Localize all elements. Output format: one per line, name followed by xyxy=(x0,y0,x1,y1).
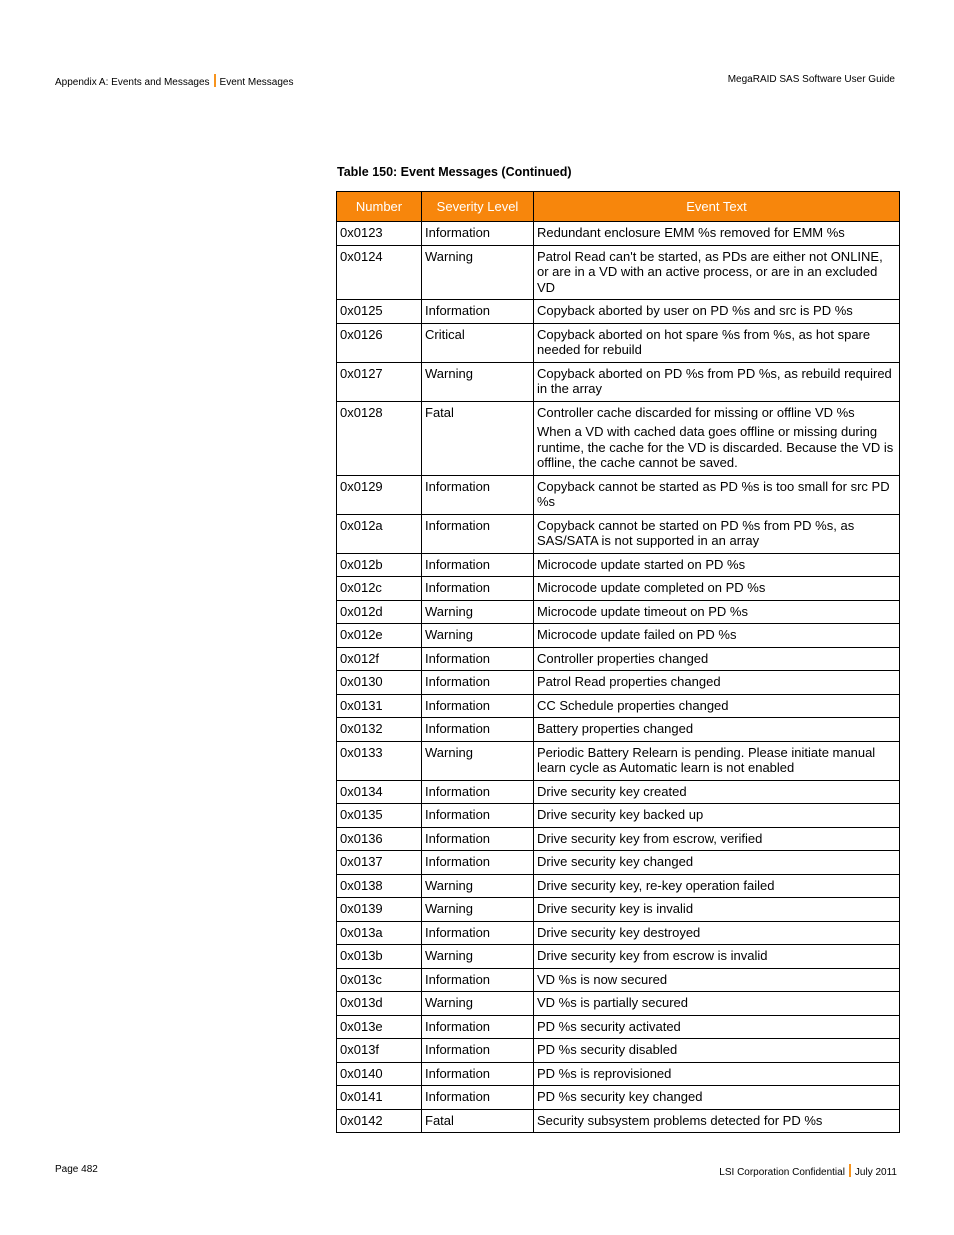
table-row xyxy=(337,1015,900,1039)
event-text xyxy=(534,514,900,553)
severity-level: Information xyxy=(422,694,534,718)
header-subsection: Event Messages xyxy=(219,77,294,88)
table-row xyxy=(337,874,900,898)
severity-level: Information xyxy=(422,514,534,553)
event-text-paragraph: PD %s security activated xyxy=(537,1018,681,1034)
event-number: 0x0132 xyxy=(337,718,422,742)
event-text-paragraph: Controller cache discarded for missing or offline VD %s xyxy=(537,404,855,420)
event-text-paragraph: Drive security key from escrow is invalid xyxy=(537,948,768,963)
severity-level: Warning xyxy=(422,945,534,969)
event-text-paragraph: Drive security key changed xyxy=(537,854,694,869)
header-separator xyxy=(214,74,216,87)
event-text-paragraph: Copyback cannot be started on PD %s from PD %s, as SAS/SATA is not supported in an array xyxy=(537,517,855,548)
running-footer-right xyxy=(719,1164,897,1179)
column-header-severity: Severity Level xyxy=(422,192,534,222)
event-text-paragraph: Drive security key, re-key operation failed xyxy=(537,877,775,893)
severity-level: Information xyxy=(422,222,534,246)
event-text-paragraph: When a VD with cached data goes offline or missing during runtime, the cache for the VD is discarded. Because the VD is offline, the cache cannot be saved. xyxy=(537,424,894,470)
table-row xyxy=(337,577,900,601)
table-row xyxy=(337,222,900,246)
severity-level: Information xyxy=(422,1086,534,1110)
event-text-paragraph: Copyback aborted on hot spare %s from %s, as hot spare needed for rebuild xyxy=(537,326,871,357)
event-text-paragraph: Patrol Read properties changed xyxy=(537,674,721,689)
event-text xyxy=(534,945,900,969)
event-text-paragraph: Drive security key destroyed xyxy=(537,924,701,940)
event-text-paragraph: PD %s is reprovisioned xyxy=(537,1065,672,1081)
event-number: 0x0126 xyxy=(337,323,422,362)
table-row xyxy=(337,1109,900,1133)
event-text xyxy=(534,475,900,514)
event-text xyxy=(534,874,900,898)
event-text xyxy=(534,401,900,475)
event-text xyxy=(534,992,900,1016)
table-row xyxy=(337,323,900,362)
event-number: 0x012c xyxy=(337,577,422,601)
event-text-paragraph: Drive security key is invalid xyxy=(537,901,694,916)
event-text xyxy=(534,647,900,671)
event-text xyxy=(534,694,900,718)
event-text xyxy=(534,1062,900,1086)
event-text-paragraph: Microcode update started on PD %s xyxy=(537,556,746,572)
header-section: Appendix A: Events and Messages xyxy=(55,77,210,88)
event-text xyxy=(534,1109,900,1133)
table-row xyxy=(337,362,900,401)
table-row xyxy=(337,475,900,514)
running-header-left xyxy=(55,74,293,89)
event-text-paragraph: PD %s security disabled xyxy=(537,1042,678,1057)
event-text-paragraph: Copyback aborted by user on PD %s and src is PD %s xyxy=(537,303,853,318)
table-caption: Table 150: Event Messages (Continued) xyxy=(337,165,572,179)
table-row xyxy=(337,851,900,875)
table-row xyxy=(337,992,900,1016)
table-row xyxy=(337,401,900,475)
event-text xyxy=(534,898,900,922)
severity-level: Information xyxy=(422,1062,534,1086)
event-text xyxy=(534,222,900,246)
table-body xyxy=(337,222,900,1133)
table-row xyxy=(337,514,900,553)
event-number: 0x0142 xyxy=(337,1109,422,1133)
footer-separator xyxy=(849,1164,851,1177)
event-text xyxy=(534,804,900,828)
severity-level: Information xyxy=(422,921,534,945)
column-header-number: Number xyxy=(337,192,422,222)
event-number: 0x0136 xyxy=(337,827,422,851)
severity-level: Warning xyxy=(422,992,534,1016)
event-number: 0x013e xyxy=(337,1015,422,1039)
event-text xyxy=(534,577,900,601)
event-text-paragraph: VD %s is partially secured xyxy=(537,995,688,1010)
event-number: 0x0127 xyxy=(337,362,422,401)
event-text xyxy=(534,718,900,742)
table-row xyxy=(337,553,900,577)
severity-level: Warning xyxy=(422,874,534,898)
table-row xyxy=(337,624,900,648)
footer-date: July 2011 xyxy=(854,1167,897,1178)
event-text-paragraph: Drive security key backed up xyxy=(537,807,704,822)
table-row xyxy=(337,671,900,695)
severity-level: Information xyxy=(422,671,534,695)
severity-level: Warning xyxy=(422,245,534,300)
event-number: 0x012a xyxy=(337,514,422,553)
event-text xyxy=(534,600,900,624)
event-text xyxy=(534,671,900,695)
event-text-paragraph: Periodic Battery Relearn is pending. Please initiate manual learn cycle as Automatic learn is not enabled xyxy=(537,744,876,775)
severity-level: Warning xyxy=(422,898,534,922)
event-text-paragraph: CC Schedule properties changed xyxy=(537,697,729,713)
table-row xyxy=(337,921,900,945)
table-row xyxy=(337,968,900,992)
table-row xyxy=(337,600,900,624)
event-number: 0x013f xyxy=(337,1039,422,1063)
event-number: 0x0123 xyxy=(337,222,422,246)
event-text xyxy=(534,1086,900,1110)
footer-confidential: LSI Corporation Confidential xyxy=(719,1167,845,1178)
table-row xyxy=(337,694,900,718)
severity-level: Critical xyxy=(422,323,534,362)
severity-level: Warning xyxy=(422,624,534,648)
event-number: 0x0130 xyxy=(337,671,422,695)
event-number: 0x0134 xyxy=(337,780,422,804)
event-text xyxy=(534,780,900,804)
severity-level: Information xyxy=(422,577,534,601)
table-row xyxy=(337,1039,900,1063)
event-number: 0x0133 xyxy=(337,741,422,780)
event-number: 0x0128 xyxy=(337,401,422,475)
event-text xyxy=(534,300,900,324)
event-number: 0x0131 xyxy=(337,694,422,718)
table-row xyxy=(337,945,900,969)
event-number: 0x0125 xyxy=(337,300,422,324)
event-text xyxy=(534,624,900,648)
event-text xyxy=(534,851,900,875)
severity-level: Fatal xyxy=(422,1109,534,1133)
event-messages-table xyxy=(336,191,900,1133)
severity-level: Information xyxy=(422,553,534,577)
event-text xyxy=(534,827,900,851)
severity-level: Information xyxy=(422,851,534,875)
severity-level: Fatal xyxy=(422,401,534,475)
event-text-paragraph: Battery properties changed xyxy=(537,721,694,736)
severity-level: Information xyxy=(422,1015,534,1039)
column-header-event-text: Event Text xyxy=(534,192,900,222)
event-text-paragraph: Microcode update timeout on PD %s xyxy=(537,603,748,619)
event-text xyxy=(534,921,900,945)
table-row xyxy=(337,647,900,671)
event-text-paragraph: Copyback cannot be started as PD %s is too small for src PD %s xyxy=(537,478,890,509)
severity-level: Warning xyxy=(422,741,534,780)
event-text-paragraph: Security subsystem problems detected for PD %s xyxy=(537,1112,823,1128)
event-text-paragraph: Microcode update completed on PD %s xyxy=(537,580,766,595)
event-text-paragraph: VD %s is now secured xyxy=(537,971,668,987)
event-number: 0x0140 xyxy=(337,1062,422,1086)
event-number: 0x012d xyxy=(337,600,422,624)
table-row xyxy=(337,827,900,851)
severity-level: Information xyxy=(422,1039,534,1063)
event-text-paragraph: Microcode update failed on PD %s xyxy=(537,627,737,642)
event-text xyxy=(534,362,900,401)
event-number: 0x012b xyxy=(337,553,422,577)
table-row xyxy=(337,780,900,804)
table-row xyxy=(337,718,900,742)
severity-level: Information xyxy=(422,475,534,514)
severity-level: Warning xyxy=(422,600,534,624)
event-text xyxy=(534,741,900,780)
severity-level: Information xyxy=(422,804,534,828)
severity-level: Information xyxy=(422,780,534,804)
event-text xyxy=(534,1039,900,1063)
event-text-paragraph: PD %s security key changed xyxy=(537,1089,703,1104)
event-number: 0x0141 xyxy=(337,1086,422,1110)
event-number: 0x012e xyxy=(337,624,422,648)
running-header-right: MegaRAID SAS Software User Guide xyxy=(727,74,895,85)
table-header-row xyxy=(337,192,900,222)
event-number: 0x013a xyxy=(337,921,422,945)
event-number: 0x0135 xyxy=(337,804,422,828)
severity-level: Information xyxy=(422,647,534,671)
severity-level: Information xyxy=(422,968,534,992)
event-number: 0x0139 xyxy=(337,898,422,922)
event-text-paragraph: Copyback aborted on PD %s from PD %s, as rebuild required in the array xyxy=(537,365,892,396)
table-row xyxy=(337,1086,900,1110)
severity-level: Information xyxy=(422,827,534,851)
table-row xyxy=(337,1062,900,1086)
severity-level: Information xyxy=(422,300,534,324)
event-text xyxy=(534,553,900,577)
table-row xyxy=(337,300,900,324)
event-text xyxy=(534,1015,900,1039)
event-text-paragraph: Drive security key from escrow, verified xyxy=(537,830,763,846)
event-number: 0x013b xyxy=(337,945,422,969)
table-row xyxy=(337,898,900,922)
event-text-paragraph: Redundant enclosure EMM %s removed for EMM %s xyxy=(537,225,845,240)
table-row xyxy=(337,245,900,300)
event-number: 0x012f xyxy=(337,647,422,671)
event-number: 0x013c xyxy=(337,968,422,992)
event-number: 0x013d xyxy=(337,992,422,1016)
event-text xyxy=(534,323,900,362)
severity-level: Warning xyxy=(422,362,534,401)
event-number: 0x0137 xyxy=(337,851,422,875)
table-row xyxy=(337,804,900,828)
event-text-paragraph: Drive security key created xyxy=(537,783,687,799)
event-text xyxy=(534,968,900,992)
event-number: 0x0129 xyxy=(337,475,422,514)
event-text-paragraph: Controller properties changed xyxy=(537,650,709,666)
table-row xyxy=(337,741,900,780)
event-number: 0x0124 xyxy=(337,245,422,300)
severity-level: Information xyxy=(422,718,534,742)
event-number: 0x0138 xyxy=(337,874,422,898)
event-text-paragraph: Patrol Read can't be started, as PDs are either not ONLINE, or are in a VD with an active process, or are in an excluded VD xyxy=(537,248,883,295)
page-number: Page 482 xyxy=(55,1164,98,1175)
event-text xyxy=(534,245,900,300)
